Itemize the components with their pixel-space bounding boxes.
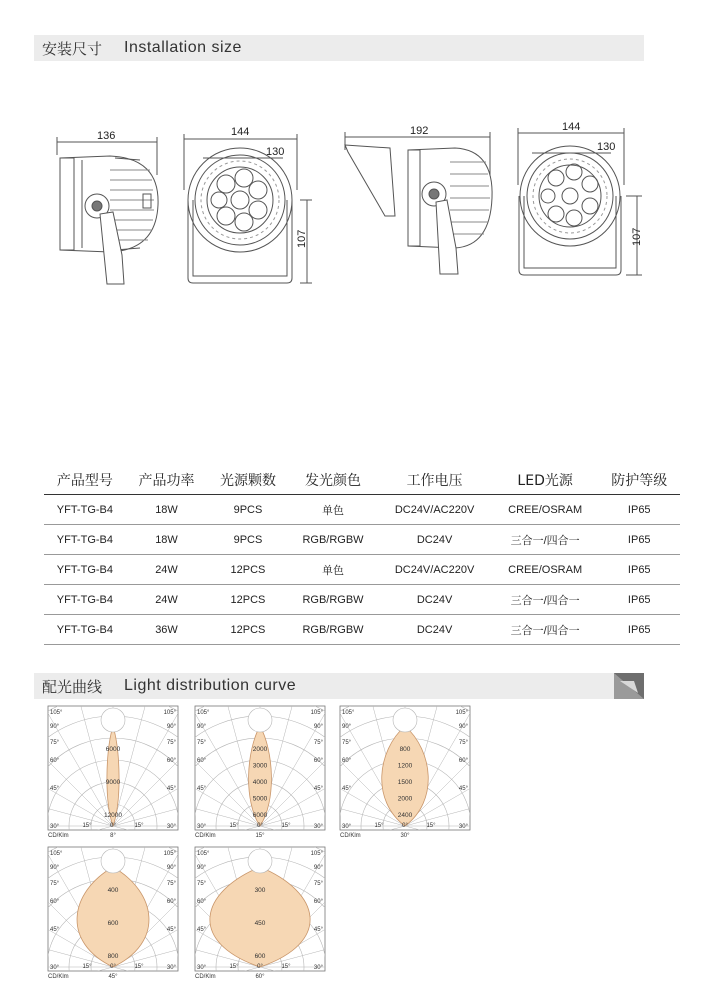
angle-label-right: 105°	[310, 710, 323, 716]
angle-label-right: 75°	[166, 740, 176, 746]
intensity-value: 800	[107, 953, 119, 960]
intensity-value: 1500	[397, 779, 413, 786]
angle-label-left: 90°	[342, 724, 352, 730]
angle-label-right: 105°	[163, 851, 176, 857]
angle-label-left: 105°	[50, 851, 63, 857]
cell-voltage: DC24V/AC220V	[377, 495, 491, 525]
angle-label-0: 0°	[257, 964, 263, 970]
dim-130: 130	[266, 146, 285, 158]
cell-led-count: 12PCS	[207, 555, 288, 585]
angle-label-left: 30°	[197, 824, 207, 830]
angle-label-left: 60°	[197, 899, 207, 905]
cell-ip-rating: IP65	[598, 615, 680, 645]
dim-107: 107	[296, 229, 308, 248]
angle-label-left: 75°	[50, 740, 60, 746]
dim-144: 144	[231, 126, 250, 138]
angle-label-right: 30°	[166, 824, 176, 830]
intensity-value: 5000	[252, 795, 268, 803]
front-view-2	[518, 121, 643, 275]
grid-spoke	[405, 826, 569, 870]
angle-label-left: 30°	[50, 965, 60, 971]
section-title-cn: 配光曲线	[42, 677, 103, 696]
angle-label-left: 60°	[50, 758, 60, 764]
center-marker	[101, 849, 125, 873]
angle-label-left: 90°	[50, 724, 60, 730]
dim-136: 136	[97, 130, 116, 142]
intensity-value: 400	[107, 887, 119, 894]
angle-label-left: 60°	[197, 758, 207, 764]
angle-label-right: 60°	[166, 758, 176, 764]
cell-model: YFT-TG-B4	[44, 585, 126, 615]
angle-label-right: 75°	[458, 740, 468, 746]
cell-color: RGB/RGBW	[289, 525, 378, 555]
side-view-1	[57, 130, 158, 284]
cell-led-source: CREE/OSRAM	[492, 495, 599, 525]
table-row	[44, 555, 680, 585]
angle-label-15-left: 15°	[82, 823, 92, 829]
section-title-cn: 安装尺寸	[42, 39, 103, 58]
cell-model: YFT-TG-B4	[44, 555, 126, 585]
angle-label-left: 90°	[197, 865, 207, 871]
beam-angle-label: 30°	[400, 833, 410, 839]
angle-label-right: 45°	[458, 786, 468, 792]
angle-label-left: 90°	[197, 724, 207, 730]
angle-label-right: 60°	[458, 758, 468, 764]
angle-label-right: 60°	[166, 899, 176, 905]
installation-drawings	[40, 110, 680, 300]
cell-led-source: 三合一/四合一	[492, 585, 599, 615]
cell-led-count: 9PCS	[207, 525, 288, 555]
angle-label-0: 0°	[110, 823, 116, 829]
angle-label-right: 45°	[166, 786, 176, 792]
cell-led-source: 三合一/四合一	[492, 615, 599, 645]
angle-label-left: 45°	[342, 786, 352, 792]
cell-voltage: DC24V	[377, 525, 491, 555]
cell-voltage: DC24V/AC220V	[377, 555, 491, 585]
angle-label-left: 45°	[197, 786, 207, 792]
intensity-value: 4000	[252, 779, 268, 786]
angle-label-15-right: 15°	[134, 823, 144, 829]
beam-angle-label: 60°	[255, 974, 265, 980]
cell-model: YFT-TG-B4	[44, 495, 126, 525]
angle-label-0: 0°	[257, 823, 263, 829]
angle-label-0: 0°	[402, 823, 408, 829]
angle-label-right: 45°	[313, 786, 323, 792]
intensity-value: 300	[254, 887, 266, 894]
angle-label-left: 105°	[50, 710, 63, 716]
side-view-2	[345, 125, 492, 274]
section-header-light	[34, 673, 644, 699]
col-model: 产品型号	[44, 466, 126, 495]
dim-192: 192	[410, 125, 429, 137]
angle-label-left: 105°	[197, 851, 210, 857]
col-led-source: LED光源	[492, 466, 599, 495]
cell-color: RGB/RGBW	[289, 615, 378, 645]
beam-angle-label: 8°	[110, 833, 116, 839]
angle-label-left: 75°	[50, 881, 60, 887]
angle-label-right: 30°	[166, 965, 176, 971]
angle-label-left: 75°	[342, 740, 352, 746]
col-color: 发光颜色	[289, 466, 378, 495]
angle-label-right: 90°	[313, 865, 323, 871]
angle-label-15-right: 15°	[281, 823, 291, 829]
unit-label: CD/Klm	[48, 974, 69, 980]
cell-power: 36W	[126, 615, 207, 645]
intensity-value: 3000	[252, 762, 268, 770]
angle-label-15-left: 15°	[229, 964, 239, 970]
front-view-1	[184, 126, 312, 283]
section-title-en: Installation size	[124, 39, 242, 56]
angle-label-0: 0°	[110, 964, 116, 970]
angle-label-15-left: 15°	[82, 964, 92, 970]
cell-ip-rating: IP65	[598, 495, 680, 525]
beam-angle-label: 45°	[108, 974, 118, 980]
angle-label-right: 75°	[313, 881, 323, 887]
angle-label-15-right: 15°	[134, 964, 144, 970]
spec-table	[44, 466, 680, 645]
cell-model: YFT-TG-B4	[44, 525, 126, 555]
angle-label-right: 75°	[313, 740, 323, 746]
spec-header-row	[44, 466, 680, 495]
unit-label: CD/Klm	[195, 833, 216, 839]
cell-power: 24W	[126, 555, 207, 585]
intensity-value: 2400	[397, 812, 413, 819]
angle-label-right: 30°	[458, 824, 468, 830]
beam-angle-label: 15°	[255, 833, 265, 839]
angle-label-left: 75°	[197, 881, 207, 887]
cell-power: 18W	[126, 525, 207, 555]
angle-label-left: 30°	[197, 965, 207, 971]
angle-label-right: 105°	[163, 710, 176, 716]
angle-label-right: 105°	[455, 710, 468, 716]
angle-label-right: 90°	[166, 865, 176, 871]
angle-label-left: 75°	[197, 740, 207, 746]
cell-voltage: DC24V	[377, 585, 491, 615]
table-row	[44, 615, 680, 645]
cell-color: RGB/RGBW	[289, 585, 378, 615]
dim-144-b: 144	[562, 121, 581, 133]
cell-color: 单色	[289, 555, 378, 585]
angle-label-15-left: 15°	[229, 823, 239, 829]
dim-107-b: 107	[631, 227, 643, 246]
cell-model: YFT-TG-B4	[44, 615, 126, 645]
unit-label: CD/Klm	[48, 833, 69, 839]
angle-label-right: 60°	[313, 758, 323, 764]
intensity-value: 2000	[397, 795, 413, 803]
cell-ip-rating: IP65	[598, 585, 680, 615]
center-marker	[393, 708, 417, 732]
angle-label-15-left: 15°	[374, 823, 384, 829]
table-row	[44, 585, 680, 615]
col-led-count: 光源颗数	[207, 466, 288, 495]
light-distribution-curves	[40, 700, 640, 990]
cell-led-count: 9PCS	[207, 495, 288, 525]
intensity-value: 450	[254, 920, 266, 927]
cell-led-source: 三合一/四合一	[492, 525, 599, 555]
intensity-value: 1200	[397, 762, 413, 770]
section-header-install	[34, 35, 644, 61]
angle-label-right: 90°	[458, 724, 468, 730]
angle-label-left: 105°	[342, 710, 355, 716]
intensity-value: 600	[107, 920, 119, 927]
angle-label-right: 90°	[313, 724, 323, 730]
col-voltage: 工作电压	[377, 466, 491, 495]
cell-power: 24W	[126, 585, 207, 615]
cell-ip-rating: IP65	[598, 525, 680, 555]
center-marker	[248, 849, 272, 873]
angle-label-right: 45°	[313, 927, 323, 933]
angle-label-left: 30°	[342, 824, 352, 830]
intensity-value: 12000	[103, 812, 123, 819]
table-row	[44, 495, 680, 525]
angle-label-right: 30°	[313, 965, 323, 971]
center-marker	[101, 708, 125, 732]
intensity-value: 600	[254, 953, 266, 960]
angle-label-right: 105°	[310, 851, 323, 857]
cell-ip-rating: IP65	[598, 555, 680, 585]
cell-led-count: 12PCS	[207, 615, 288, 645]
angle-label-right: 60°	[313, 899, 323, 905]
col-ip-rating: 防护等级	[598, 466, 680, 495]
intensity-value: 6000	[105, 746, 121, 753]
angle-label-right: 45°	[166, 927, 176, 933]
angle-label-left: 105°	[197, 710, 210, 716]
cell-led-source: CREE/OSRAM	[492, 555, 599, 585]
col-power: 产品功率	[126, 466, 207, 495]
cell-led-count: 12PCS	[207, 585, 288, 615]
angle-label-left: 45°	[50, 786, 60, 792]
intensity-value: 6000	[252, 812, 268, 819]
angle-label-15-right: 15°	[426, 823, 436, 829]
angle-label-left: 30°	[50, 824, 60, 830]
angle-label-left: 60°	[50, 899, 60, 905]
cell-color: 单色	[289, 495, 378, 525]
angle-label-right: 30°	[313, 824, 323, 830]
angle-label-left: 45°	[197, 927, 207, 933]
unit-label: CD/Klm	[195, 974, 216, 980]
angle-label-15-right: 15°	[281, 964, 291, 970]
dim-130-b: 130	[597, 141, 616, 153]
table-row	[44, 525, 680, 555]
intensity-value: 2000	[252, 746, 268, 753]
cell-voltage: DC24V	[377, 615, 491, 645]
angle-label-left: 90°	[50, 865, 60, 871]
angle-label-right: 75°	[166, 881, 176, 887]
angle-label-left: 60°	[342, 758, 352, 764]
angle-label-right: 90°	[166, 724, 176, 730]
intensity-value: 9000	[105, 779, 121, 786]
center-marker	[248, 708, 272, 732]
section-title-en: Light distribution curve	[124, 677, 297, 694]
corner-decoration-icon	[614, 673, 644, 699]
intensity-value: 800	[399, 746, 411, 753]
angle-label-left: 45°	[50, 927, 60, 933]
unit-label: CD/Klm	[340, 833, 361, 839]
cell-power: 18W	[126, 495, 207, 525]
